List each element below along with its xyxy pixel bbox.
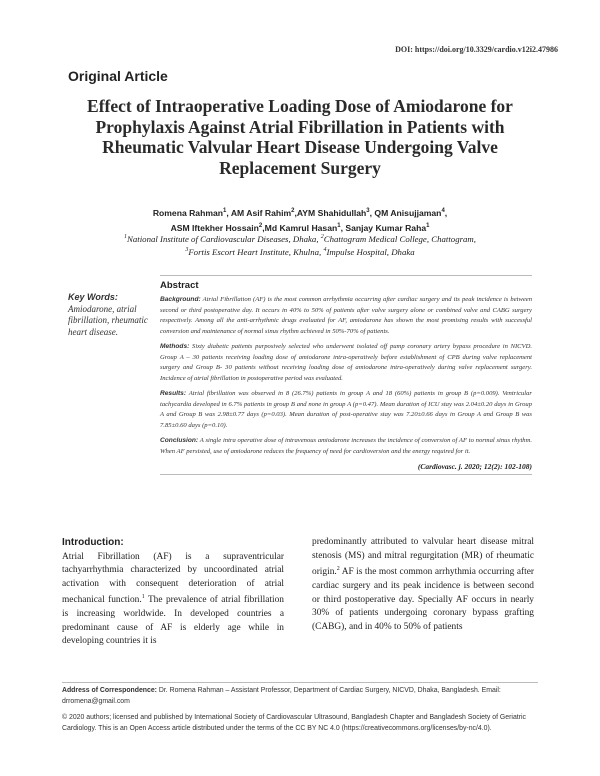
results-label: Results: xyxy=(160,390,187,397)
affil-number: 2 xyxy=(320,234,324,240)
introduction-heading: Introduction: xyxy=(62,537,124,548)
author-name: AM Asif Rahim xyxy=(230,207,292,218)
intro-text: The prevalence of atrial fibrillation is increasing worldwide. In developed countries a predominant cause of AF is elderly age while in developing countries it is xyxy=(62,595,284,647)
affiliation-1: National Institute of Cardiovascular Diseases, Dhaka, xyxy=(127,233,319,244)
results-text: Atrial fibrillation was observed in 8 (26.7%) patients in group A and 18 (60%) patients in group B (p=0.009). Ventricular tachycardia developed in 6.7% patients in group B and none in group A (p=0.47). Mean duration of ICU stay was 2.04±0.20 days in Group A and Group B was 2.98±0.77 days (p=0.03). Mean duration of post-operative stay was 7.20±0.66 days in Group A and Group B was 7.85±0.60 days (p=0.10). xyxy=(160,390,532,429)
background-text: Atrial Fibrillation (AF) is the most common arrhythmia occurring after cardiac surgery and its peak incidence is between second or third postoperative day. It occurs in 40% to 50% of patients after valve surgery alone or combined valve and CABG surgery respectively. Among all the anti-arrhythmic drugs evaluated for AF, amiodarone has shown the most promising results with successful conversion and maintenance of normal sinus rhythm achieved in 50%-70% of patients. xyxy=(160,296,532,335)
author-affil-number: 3 xyxy=(366,208,370,214)
methods-label: Methods: xyxy=(160,343,190,350)
intro-text: predominantly attributed to valvular heart disease mitral stenosis (MS) and mitral regurgitation (MR) of rheumatic origin. xyxy=(312,537,534,578)
correspondence-label: Address of Correspondence: xyxy=(62,687,157,694)
body-column-right xyxy=(312,536,534,634)
abstract-section xyxy=(160,275,532,475)
author-name: ASM Iftekher Hossain xyxy=(170,222,259,233)
author-affil-number: 1 xyxy=(426,222,430,229)
author-name: QM Anisujjaman xyxy=(374,207,442,218)
correspondence-text: Dr. Romena Rahman – Assistant Professor, Department of Cardiac Surgery, NICVD, Dhaka, Bangladesh. Email: drromena@gmail.com xyxy=(62,687,501,705)
abstract-methods xyxy=(160,342,532,384)
introduction-paragraph xyxy=(62,551,284,649)
background-label: Background: xyxy=(160,296,201,303)
author-affil-number: 2 xyxy=(291,208,295,214)
abstract-results xyxy=(160,389,532,431)
author-name: Romena Rahman xyxy=(152,207,224,218)
license-notice: © 2020 authors; licensed and published by International Society of Cardiovascular Ultrasound, Bangladesh Chapter and Bangladesh Society of Geriatric Cardiology. This is an Open Access article distributed under the terms of the CC BY NC 4.0 (https://creativecommons.org/licenses/by-nc/4.0). xyxy=(62,714,526,732)
keywords-text: Amiodarone, atrial fibrillation, rheumatic heart disease. xyxy=(68,303,148,337)
article-type-label: Original Article xyxy=(68,68,168,84)
paper-title: Effect of Intraoperative Loading Dose of Amiodarone for Prophylaxis Against Atrial Fibrillation in Patients with Rheumatic Valvular Heart Disease Undergoing Valve Replacement Surgery xyxy=(87,96,513,178)
reference-marker[interactable]: 2 xyxy=(336,566,340,573)
page-footer xyxy=(62,682,538,740)
affil-number: 1 xyxy=(124,234,128,240)
affiliation-2: Chattogram Medical College, Chattogram, xyxy=(323,233,476,244)
abstract-heading: Abstract xyxy=(160,275,532,291)
intro-text: Atrial Fibrillation (AF) is a supraventricular tachyarrhythmia characterized by uncoordinated atrial activation with consequent deterioration of atrial mechanical function. xyxy=(62,551,284,606)
introduction-paragraph-cont xyxy=(312,536,534,634)
keywords-label: Key Words: xyxy=(68,292,118,302)
author-affil-number: 1 xyxy=(223,208,227,214)
methods-text: Sixty diabetic patients purposively selected who underwent isolated off pump coronary artery bypass procedure in NICVD. Group A – 30 patients receiving loading dose of amiodarone intra-operatively before establishment of CPB during valve replacement surgery and Group B- 30 patients without receiving loading dose of amiodarone intra-operatively during valve replacement surgery. Incidence of atrial fibrillation in postoperative period was evaluated. xyxy=(160,343,533,382)
author-affil-number: 2 xyxy=(258,222,263,229)
affil-number: 3 xyxy=(185,247,189,254)
correspondence xyxy=(62,686,538,707)
affiliation-3: Fortis Escort Heart Institute, Khulna, xyxy=(188,247,322,258)
author-affil-number: 1 xyxy=(337,222,341,229)
author-name: Md Kamrul Hasan xyxy=(264,222,338,233)
affil-number: 4 xyxy=(323,247,327,254)
keywords-box xyxy=(68,292,154,338)
author-name: Sanjay Kumar Raha xyxy=(345,222,427,233)
journal-citation: (Cardiovasc. j. 2020; 12(2): 102-108) xyxy=(160,462,532,475)
reference-marker[interactable]: 1 xyxy=(141,594,145,601)
doi-link[interactable]: DOI: https://doi.org/10.3329/cardio.v12i2.47986 xyxy=(395,45,558,54)
affiliations xyxy=(64,232,536,259)
affiliation-4: Impulse Hospital, Dhaka xyxy=(326,247,415,258)
conclusion-label: Conclusion: xyxy=(160,437,199,444)
abstract-background xyxy=(160,295,532,337)
author-name: AYM Shahidullah xyxy=(296,207,367,218)
intro-text: AF is the most common arrhythmia occurring after cardiac surgery and its peak incidence is between second or third postoperative day. Specially AF occurs in nearly 30% of patients undergoing coronary bypass grafting (CABG), and in 40% to 50% of patients xyxy=(312,567,534,632)
author-affil-number: 4 xyxy=(441,208,445,214)
author-list: Romena Rahman$^1$, AM Asif Rahim$^2$,AYM Shahidullah$^3$, QM Anisujjaman$^4$, ASM Iftekher Hossain$^2$,Md Kamrul Hasan$^1$, Sanjay Kumar Raha$^1$ xyxy=(152,207,448,233)
conclusion-text: A single intra operative dose of intravenous amiodarone increases the incidence of conversion of AF to normal sinus rhythm. When AF persisted, use of amiodarone reduces the frequency of need for cardioversion and the energy required for it. xyxy=(160,437,532,455)
body-column-left xyxy=(62,536,284,649)
abstract-conclusion xyxy=(160,436,532,457)
